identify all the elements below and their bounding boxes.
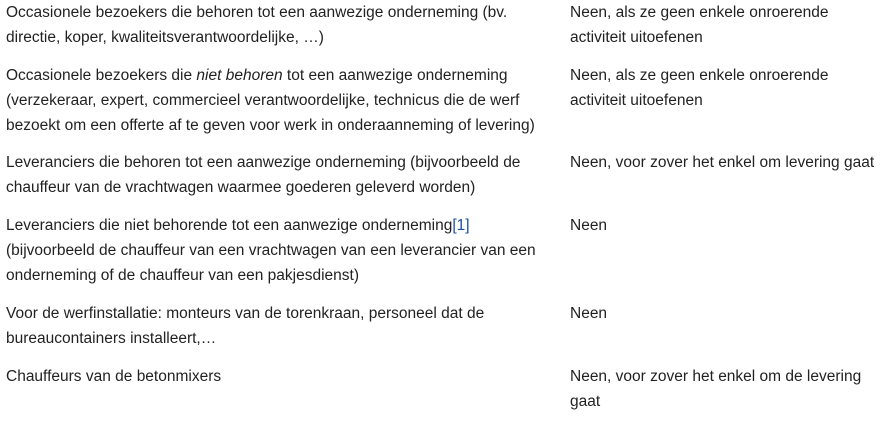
category-text: Chauffeurs van de betonmixers: [6, 368, 222, 385]
category-text: Leveranciers die behoren tot een aanwezige onderneming (bijvoorbeeld de: [6, 154, 521, 171]
answer-cell: [570, 213, 894, 238]
category-cell: [6, 0, 566, 50]
answer-cell: [570, 63, 894, 113]
category-text-part: tot een aanwezige onderneming: [282, 67, 508, 84]
answer-text: Neen, als ze geen enkele onroerende: [570, 4, 829, 21]
footnote-link[interactable]: [1]: [452, 217, 470, 234]
answer-text: Neen, voor zover het enkel om de levering: [570, 368, 862, 385]
category-text: Occasionele bezoekers die behoren tot een aanwezige onderneming (bv.: [6, 4, 508, 21]
category-text: Voor de werfinstallatie: monteurs van de torenkraan, personeel dat de: [6, 305, 485, 322]
answer-text: activiteit uitoefenen: [570, 92, 703, 109]
category-cell: [6, 364, 566, 389]
answer-cell: [570, 150, 894, 175]
answer-cell: [570, 364, 894, 414]
category-text: [6, 63, 566, 88]
emphasis-text: niet behoren: [196, 67, 283, 84]
category-text: chauffeur van de vrachtwagen waarmee goederen geleverd worden): [6, 179, 476, 196]
category-text: (bijvoorbeeld de chauffeur van een vrachtwagen van een leverancier van een: [6, 242, 536, 259]
category-cell: [6, 150, 566, 200]
answer-text: Neen, voor zover het enkel om levering gaat: [570, 154, 875, 171]
category-text-part: Occasionele bezoekers die: [6, 67, 197, 84]
category-text: (verzekeraar, expert, commercieel verantwoordelijke, technicus die de werf: [6, 92, 520, 109]
category-text: [6, 213, 566, 238]
answer-text: Neen, als ze geen enkele onroerende: [570, 67, 829, 84]
answer-cell: [570, 0, 894, 50]
answer-text: Neen: [570, 305, 608, 322]
category-text: bureaucontainers installeert,…: [6, 330, 217, 347]
category-cell: [6, 63, 566, 138]
category-text: onderneming of de chauffeur van een pakjesdienst): [6, 267, 360, 284]
answer-text: gaat: [570, 393, 601, 410]
answer-text: activiteit uitoefenen: [570, 29, 703, 46]
answer-cell: [570, 301, 894, 326]
category-cell: [6, 213, 566, 288]
category-text-part: Leveranciers die niet behorende tot een aanwezige onderneming: [6, 217, 453, 234]
category-text: bezoekt om een offerte af te geven voor werk in onderaanneming of levering): [6, 117, 535, 134]
category-cell: [6, 301, 566, 351]
category-text: directie, koper, kwaliteitsverantwoordelijke, …): [6, 29, 324, 46]
answer-text: Neen: [570, 217, 608, 234]
